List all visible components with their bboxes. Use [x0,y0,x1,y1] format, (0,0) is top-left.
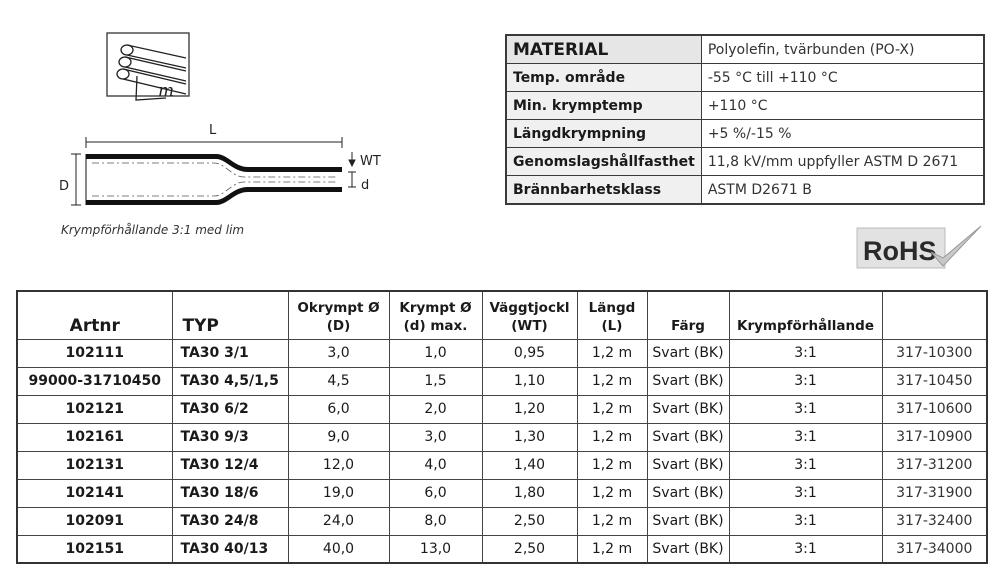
heat-shrink-tube-diagram [0,0,420,250]
table-row [17,339,987,367]
length-label: L [209,123,217,138]
cell-typ: TA30 18/6 [172,479,288,507]
material-value: 11,8 kV/mm uppfyller ASTM D 2671 [701,148,984,176]
cell-length: 1,2 m [577,339,647,367]
cell-krympt: 1,0 [389,339,482,367]
cell-length: 1,2 m [577,535,647,563]
col-header-ratio: Krympförhållande [729,291,882,339]
cell-ratio: 3:1 [729,367,882,395]
cell-okrympt: 40,0 [288,535,389,563]
col-header-krympt: Krympt Ø (d) max. [389,291,482,339]
cell-artnr: 102161 [17,423,172,451]
cell-color: Svart (BK) [647,507,729,535]
table-row [17,507,987,535]
material-row [506,176,984,205]
cell-code: 317-10900 [882,423,987,451]
cell-color: Svart (BK) [647,395,729,423]
cell-ratio: 3:1 [729,423,882,451]
cell-okrympt: 4,5 [288,367,389,395]
cell-artnr: 102091 [17,507,172,535]
cell-code: 317-10300 [882,339,987,367]
wall-and-inner-dimension [348,152,356,187]
cell-krympt: 1,5 [389,367,482,395]
cell-artnr: 102111 [17,339,172,367]
tube-roll-icon [107,33,189,100]
material-key: Min. krymptemp [506,92,701,120]
cell-wall: 2,50 [482,535,577,563]
cell-length: 1,2 m [577,423,647,451]
cell-color: Svart (BK) [647,535,729,563]
material-key: Genomslagshållfasthet [506,148,701,176]
cell-typ: TA30 9/3 [172,423,288,451]
cell-typ: TA30 3/1 [172,339,288,367]
shrunk-tube-shape [86,154,342,205]
cell-wall: 0,95 [482,339,577,367]
material-key: Brännbarhetsklass [506,176,701,205]
cell-ratio: 3:1 [729,507,882,535]
cell-wall: 1,20 [482,395,577,423]
col-header-typ: TYP [172,291,288,339]
material-key: Längdkrympning [506,120,701,148]
col-header-okrympt: Okrympt Ø (D) [288,291,389,339]
cell-wall: 2,50 [482,507,577,535]
cell-krympt: 3,0 [389,423,482,451]
col-header-wall: Väggtjockl (WT) [482,291,577,339]
cell-code: 317-31900 [882,479,987,507]
cell-okrympt: 12,0 [288,451,389,479]
material-row [506,92,984,120]
cell-wall: 1,40 [482,451,577,479]
cell-typ: TA30 4,5/1,5 [172,367,288,395]
material-spec-table [505,34,985,205]
table-row [17,535,987,563]
diagram-caption: Krympförhållande 3:1 med lim [61,223,245,237]
cell-length: 1,2 m [577,507,647,535]
cell-okrympt: 3,0 [288,339,389,367]
cell-artnr: 102121 [17,395,172,423]
cell-typ: TA30 40/13 [172,535,288,563]
cell-okrympt: 9,0 [288,423,389,451]
cell-typ: TA30 12/4 [172,451,288,479]
cell-okrympt: 19,0 [288,479,389,507]
cell-artnr: 102151 [17,535,172,563]
rohs-badge [855,222,985,272]
material-value: -55 °C till +110 °C [701,64,984,92]
cell-krympt: 8,0 [389,507,482,535]
wall-thickness-label: WT [360,154,381,169]
cell-okrympt: 6,0 [288,395,389,423]
cell-ratio: 3:1 [729,451,882,479]
cell-wall: 1,80 [482,479,577,507]
cell-length: 1,2 m [577,367,647,395]
cell-typ: TA30 6/2 [172,395,288,423]
table-row [17,395,987,423]
length-dimension [86,137,342,148]
rohs-label: RoHS [863,236,937,266]
col-header-code [882,291,987,339]
cell-code: 317-31200 [882,451,987,479]
cell-wall: 1,30 [482,423,577,451]
product-table [16,290,988,564]
meter-label: m [158,81,175,101]
cell-length: 1,2 m [577,395,647,423]
cell-ratio: 3:1 [729,395,882,423]
cell-artnr: 102141 [17,479,172,507]
cell-krympt: 6,0 [389,479,482,507]
cell-color: Svart (BK) [647,339,729,367]
cell-length: 1,2 m [577,479,647,507]
table-header-row [17,291,987,339]
table-row [17,367,987,395]
cell-code: 317-10450 [882,367,987,395]
material-row [506,64,984,92]
cell-artnr: 102131 [17,451,172,479]
col-header-color: Färg [647,291,729,339]
table-row [17,479,987,507]
outer-diameter-dimension [71,154,81,205]
material-row [506,148,984,176]
cell-typ: TA30 24/8 [172,507,288,535]
col-header-length: Längd (L) [577,291,647,339]
material-key: Temp. område [506,64,701,92]
cell-color: Svart (BK) [647,479,729,507]
cell-ratio: 3:1 [729,339,882,367]
cell-krympt: 13,0 [389,535,482,563]
cell-length: 1,2 m [577,451,647,479]
outer-diameter-label: D [59,179,70,194]
material-value: Polyolefin, tvärbunden (PO-X) [701,35,984,64]
col-header-artnr: Artnr [17,291,172,339]
cell-color: Svart (BK) [647,367,729,395]
inner-diameter-label: d [361,178,370,193]
cell-ratio: 3:1 [729,479,882,507]
cell-krympt: 2,0 [389,395,482,423]
cell-ratio: 3:1 [729,535,882,563]
cell-code: 317-32400 [882,507,987,535]
cell-wall: 1,10 [482,367,577,395]
cell-color: Svart (BK) [647,451,729,479]
cell-color: Svart (BK) [647,423,729,451]
table-row [17,451,987,479]
cell-artnr: 99000-31710450 [17,367,172,395]
material-value: +5 %/-15 % [701,120,984,148]
material-row [506,120,984,148]
material-key: MATERIAL [506,35,701,64]
material-value: +110 °C [701,92,984,120]
material-value: ASTM D2671 B [701,176,984,205]
material-row [506,35,984,64]
cell-code: 317-34000 [882,535,987,563]
cell-krympt: 4,0 [389,451,482,479]
cell-code: 317-10600 [882,395,987,423]
table-row [17,423,987,451]
cell-okrympt: 24,0 [288,507,389,535]
